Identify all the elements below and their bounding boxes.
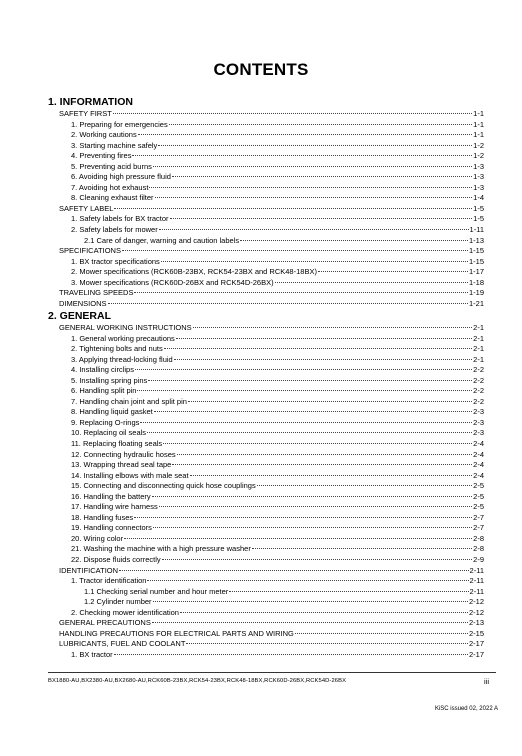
dot-leader [154,411,472,412]
toc-entry-page: 2-3 [473,428,484,438]
toc-entry [59,597,484,608]
toc-entry-page: 1-15 [468,256,484,266]
toc-entry [59,386,484,397]
toc-entry-page: 1-3 [473,172,484,182]
toc-entry-label: 8. Cleaning exhaust filter [71,193,154,203]
toc-entry-page: 2-5 [473,502,484,512]
toc-topic-entry [59,639,484,650]
toc-entry-page: 2-8 [473,544,484,554]
toc-topic-entry [59,566,484,577]
toc-entry-page: 2-2 [473,375,484,385]
toc-entry-label: 1. Preparing for emergencies [71,119,168,129]
toc-entry [59,450,484,461]
toc-entry-label: 1. General working precautions [71,333,175,343]
toc-entry-label: 11. Replacing floating seals [71,439,163,449]
toc-entry-page: 2-5 [473,491,484,501]
toc-entry-label: 2. Mower specifications (RCK60B-23BX, RCK54-23BX and RCK48-18BX) [71,267,317,277]
toc-entry-page: 2-7 [473,512,484,522]
toc-entry [59,183,484,194]
toc-entry-page: 2-4 [473,460,484,470]
toc-entry-label: 5. Installing spring pins [71,375,148,385]
toc-entry-page: 2-5 [473,481,484,491]
toc-entry-page: 1-19 [468,288,484,298]
toc-entry-page: 1-11 [469,225,484,235]
toc-entry-page: 2-1 [473,333,484,343]
toc-entry-page: 1-17 [468,267,484,277]
dot-leader [114,208,472,209]
toc-entry-label: 7. Avoiding hot exhaust [71,182,149,192]
toc-entry [59,141,484,152]
toc-entry-label: 14. Installing elbows with male seat [71,470,189,480]
toc-entry [59,587,484,598]
issue-notice: KiSC issued 02, 2022 A [434,706,498,712]
toc-entry-page: 1-18 [468,277,484,287]
toc-topic-entry [59,288,484,299]
toc-entry [59,267,484,278]
toc-entry-label: 1. BX tractor specifications [71,256,160,266]
toc-entry-label: 2. Working cautions [71,130,137,140]
toc-entry-label: 18. Handling fuses [71,512,134,522]
toc-entry-page: 1-4 [473,193,484,203]
toc-entry [59,344,484,355]
toc-entry [59,608,484,619]
toc-entry-page: 2-13 [468,618,484,628]
dot-leader [170,218,473,219]
toc-entry [59,407,484,418]
toc-entry-label: 20. Wiring color [71,533,124,543]
toc-entry [59,576,484,587]
toc-entry-page: 2-3 [473,417,484,427]
toc-entry-label: GENERAL PRECAUTIONS [59,618,151,628]
toc-entry-label: LUBRICANTS, FUEL AND COOLANT [59,639,186,649]
toc-entry [59,257,484,268]
toc-entry-page: 1-21 [468,298,484,308]
toc-entry-label: 4. Preventing fires [71,151,132,161]
toc-topic-entry [59,109,484,120]
toc-entry [59,162,484,173]
toc-entry-page: 2-17 [468,649,484,659]
toc-entry [59,120,484,131]
dot-leader [147,580,468,581]
toc-entry [59,418,484,429]
dot-leader [155,197,473,198]
toc-entry-label: 19. Handling connectors [71,523,152,533]
dot-leader [108,303,468,304]
toc-entry [59,460,484,471]
dot-leader [134,292,468,293]
toc-entry [59,236,484,247]
dot-leader [162,559,473,560]
dot-leader [140,422,472,423]
toc-entry-page: 1-5 [473,214,484,224]
toc-entry [59,471,484,482]
toc-entry-page: 2-12 [468,607,484,617]
toc-entry-page: 2-2 [473,365,484,375]
toc-entry [59,214,484,225]
page-title: CONTENTS [213,60,309,79]
toc-entry [59,502,484,513]
footer-divider [48,672,496,673]
dot-leader [159,229,469,230]
dot-leader [275,282,468,283]
toc-entry-page: 2-1 [473,344,484,354]
toc-entry-label: 8. Handling liquid gasket [71,407,153,417]
toc-entry-label: 5. Preventing acid burns [71,161,152,171]
toc-entry [59,334,484,345]
toc-entry-page: 2-2 [473,386,484,396]
toc-entry [59,481,484,492]
toc-entry-page: 2-11 [469,565,484,575]
toc-entry-label: DIMENSIONS [59,298,107,308]
toc-entry [59,376,484,387]
toc-entry-label: 9. Replacing O-rings [71,417,140,427]
dot-leader [240,240,468,241]
toc-entry-label: SAFETY FIRST [59,109,112,118]
toc-entry [59,650,484,661]
toc-entry-label: 13. Wrapping thread seal tape [71,460,172,470]
toc-entry-label: 10. Replacing oil seals [71,428,147,438]
dot-leader [172,464,472,465]
toc-entry [59,355,484,366]
dot-leader [176,338,472,339]
dot-leader [252,548,472,549]
toc-entry-label: 1.1 Checking serial number and hour meter [84,586,229,596]
dot-leader [190,475,473,476]
dot-leader [188,401,472,402]
toc-entry-label: 3. Starting machine safely [71,140,158,150]
dot-leader [229,591,468,592]
dot-leader [138,134,472,135]
dot-leader [180,612,468,613]
toc-entry-label: 3. Mower specifications (RCK60D-26BX and RCK54D-26BX) [71,277,274,287]
dot-leader [158,145,472,146]
toc-entry-page: 1-2 [473,151,484,161]
toc-entry [59,365,484,376]
toc-entry-page: 2-17 [468,639,484,649]
toc-topic-entry [59,204,484,215]
dot-leader [169,124,472,125]
toc-entry-page: 1-13 [468,235,484,245]
dot-leader [132,155,472,156]
toc-entry-page: 2-9 [473,555,484,565]
toc-entry-page: 2-4 [473,449,484,459]
toc-entry-label: 1.2 Cylinder number [84,597,152,607]
toc-entry-page: 2-3 [473,407,484,417]
toc-entry-page: 2-2 [473,396,484,406]
toc-entry-label: HANDLING PRECAUTIONS FOR ELECTRICAL PARTS AND WIRING [59,628,294,638]
dot-leader [137,390,472,391]
toc-entry-label: TRAVELING SPEEDS [59,288,134,298]
toc-entry-label: 2.1 Care of danger, warning and caution labels [84,235,240,245]
dot-leader [124,538,472,539]
toc-entry-page: 2-7 [473,523,484,533]
toc-entry-page: 2-15 [468,628,484,638]
toc-entry [59,225,484,236]
dot-leader [114,654,468,655]
dot-leader [152,496,473,497]
toc-entry-page: 2-4 [473,439,484,449]
toc-entry-label: 16. Handling the battery [71,491,151,501]
toc-entry [59,439,484,450]
dot-leader [174,359,472,360]
toc-topic-entry [59,246,484,257]
dot-leader [186,643,468,644]
toc-entry [59,523,484,534]
dot-leader [119,570,469,571]
toc-entry [59,513,484,524]
toc-entry-page: 1-3 [473,182,484,192]
dot-leader [318,271,468,272]
toc-topic-entry [59,323,484,334]
toc-entry-label: 17. Handling wire harness [71,502,158,512]
toc-entry [59,534,484,545]
toc-topic-entry [59,299,484,310]
toc-entry-page: 2-4 [473,470,484,480]
toc-entry-label: 6. Avoiding high pressure fluid [71,172,171,182]
toc-entry-label: 1. Safety labels for BX tractor [71,214,169,224]
toc-entry-page: 2-8 [473,533,484,543]
toc-entry-page: 1-1 [473,130,484,140]
dot-leader [153,166,472,167]
dot-leader [147,432,472,433]
toc-entry-label: 2. Checking mower identification [71,607,179,617]
toc-entry-page: 1-1 [473,119,484,129]
toc-entry-label: 1. BX tractor [71,649,113,659]
section-heading-information: 1. INFORMATION [48,96,133,108]
dot-leader [163,443,472,444]
dot-leader [193,327,473,328]
dot-leader [177,454,473,455]
toc-entry-page: 1-1 [473,109,484,118]
dot-leader [172,176,472,177]
toc-entry-label: SAFETY LABEL [59,203,114,213]
toc-entry-page: 2-1 [473,354,484,364]
dot-leader [153,527,472,528]
dot-leader [148,380,472,381]
toc-entry-label: 1. Tractor identification [71,576,147,586]
dot-leader [161,261,468,262]
toc-entry-label: GENERAL WORKING INSTRUCTIONS [59,323,192,332]
toc-list-information [59,109,484,309]
footer-page-number: iii [484,677,489,686]
toc-entry-label: 2. Tightening bolts and nuts [71,344,163,354]
dot-leader [152,622,468,623]
toc-entry-label: 4. Installing circlips [71,365,134,375]
toc-entry-page: 2-1 [473,323,484,332]
footer-model-list: BX1880-AU,BX2380-AU,BX2680-AU,RCK60B-23BX,RCK54-23BX,RCK48-18BX,RCK60D-26BX,RCK54D-26BX [48,678,347,684]
toc-topic-entry [59,618,484,629]
toc-entry-label: 21. Washing the machine with a high pressure washer [71,544,251,554]
toc-entry [59,492,484,503]
toc-entry [59,428,484,439]
dot-leader [295,633,468,634]
dot-leader [135,369,472,370]
section-heading-general: 2. GENERAL [48,310,112,322]
toc-topic-entry [59,629,484,640]
dot-leader [159,506,472,507]
toc-entry-page: 1-3 [473,161,484,171]
toc-entry-page: 1-2 [473,140,484,150]
toc-entry-label: 12. Connecting hydraulic hoses [71,449,176,459]
toc-entry [59,151,484,162]
toc-entry [59,555,484,566]
dot-leader [164,348,472,349]
toc-entry-page: 1-15 [468,246,484,256]
toc-entry-label: 6. Handling split pin [71,386,137,396]
toc-entry-page: 2-11 [469,586,484,596]
toc-list-general [59,323,484,661]
toc-entry-label: IDENTIFICATION [59,565,119,575]
toc-entry-label: 15. Connecting and disconnecting quick hose couplings [71,481,256,491]
toc-entry-label: 2. Safety labels for mower [71,225,158,235]
toc-entry-page: 2-11 [469,576,484,586]
toc-entry-label: SPECIFICATIONS [59,246,121,256]
dot-leader [134,517,472,518]
toc-entry-label: 22. Dispose fluids correctly [71,555,161,565]
toc-entry [59,172,484,183]
toc-entry [59,397,484,408]
dot-leader [149,187,472,188]
toc-entry-page: 1-5 [473,203,484,213]
toc-entry [59,193,484,204]
toc-entry-label: 7. Handling chain joint and split pin [71,396,187,406]
dot-leader [113,113,472,114]
toc-entry [59,278,484,289]
dot-leader [257,485,472,486]
toc-entry-label: 3. Applying thread-locking fluid [71,354,173,364]
dot-leader [122,250,468,251]
toc-entry-page: 2-12 [468,597,484,607]
toc-entry [59,544,484,555]
toc-entry [59,130,484,141]
dot-leader [153,601,468,602]
